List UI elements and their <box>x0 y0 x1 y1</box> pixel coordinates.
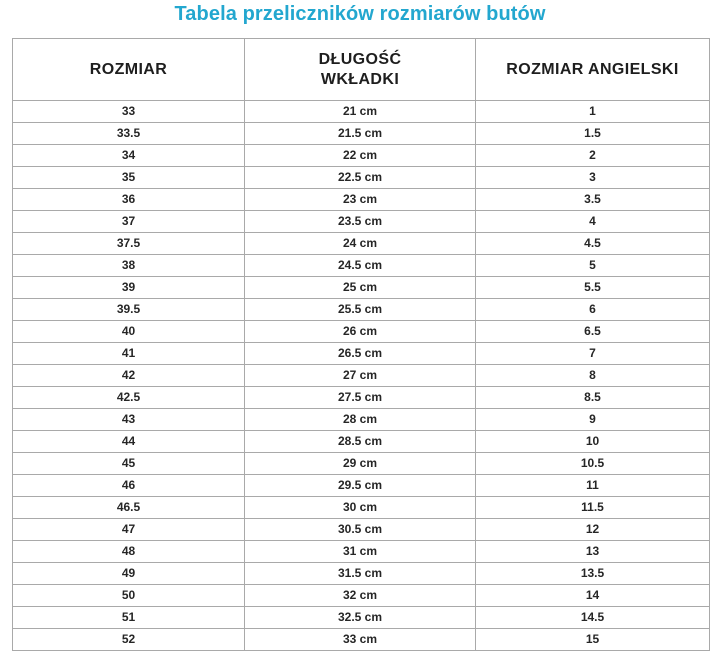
table-row <box>13 387 710 409</box>
table-row <box>13 145 710 167</box>
cell-insole-length: 25.5 cm <box>245 299 476 321</box>
cell-uk-size: 8.5 <box>476 387 710 409</box>
table-header-row <box>13 39 710 101</box>
cell-insole-length: 30.5 cm <box>245 519 476 541</box>
cell-eu-size: 46.5 <box>13 497 245 519</box>
cell-uk-size: 4 <box>476 211 710 233</box>
table-row <box>13 629 710 651</box>
header-insole-length <box>245 39 476 101</box>
header-insole-line2: WKŁADKI <box>320 70 400 88</box>
table-row <box>13 365 710 387</box>
cell-insole-length: 27.5 cm <box>245 387 476 409</box>
cell-insole-length: 22.5 cm <box>245 167 476 189</box>
cell-uk-size: 5 <box>476 255 710 277</box>
cell-eu-size: 33 <box>13 101 245 123</box>
table-row <box>13 211 710 233</box>
table-row <box>13 255 710 277</box>
cell-insole-length: 29.5 cm <box>245 475 476 497</box>
table-row <box>13 585 710 607</box>
table-row <box>13 123 710 145</box>
cell-eu-size: 47 <box>13 519 245 541</box>
table-row <box>13 431 710 453</box>
cell-insole-length: 26 cm <box>245 321 476 343</box>
cell-eu-size: 35 <box>13 167 245 189</box>
cell-eu-size: 50 <box>13 585 245 607</box>
table-row <box>13 607 710 629</box>
cell-insole-length: 24.5 cm <box>245 255 476 277</box>
cell-eu-size: 44 <box>13 431 245 453</box>
table-row <box>13 519 710 541</box>
cell-eu-size: 52 <box>13 629 245 651</box>
cell-uk-size: 8 <box>476 365 710 387</box>
cell-uk-size: 2 <box>476 145 710 167</box>
cell-eu-size: 43 <box>13 409 245 431</box>
cell-eu-size: 51 <box>13 607 245 629</box>
cell-insole-length: 24 cm <box>245 233 476 255</box>
size-conversion-table <box>12 38 710 651</box>
cell-uk-size: 5.5 <box>476 277 710 299</box>
cell-eu-size: 37 <box>13 211 245 233</box>
header-uk-size-label: ROZMIAR ANGIELSKI <box>506 60 679 78</box>
cell-eu-size: 49 <box>13 563 245 585</box>
cell-insole-length: 29 cm <box>245 453 476 475</box>
table-row <box>13 299 710 321</box>
cell-insole-length: 22 cm <box>245 145 476 167</box>
cell-uk-size: 1 <box>476 101 710 123</box>
cell-insole-length: 25 cm <box>245 277 476 299</box>
table-row <box>13 475 710 497</box>
cell-insole-length: 31.5 cm <box>245 563 476 585</box>
table-row <box>13 497 710 519</box>
cell-eu-size: 33.5 <box>13 123 245 145</box>
table-row <box>13 233 710 255</box>
cell-insole-length: 32 cm <box>245 585 476 607</box>
header-size <box>13 39 245 101</box>
cell-uk-size: 14.5 <box>476 607 710 629</box>
header-size-label: ROZMIAR <box>89 60 168 78</box>
cell-insole-length: 31 cm <box>245 541 476 563</box>
cell-eu-size: 37.5 <box>13 233 245 255</box>
table-row <box>13 409 710 431</box>
cell-eu-size: 42 <box>13 365 245 387</box>
cell-eu-size: 38 <box>13 255 245 277</box>
cell-uk-size: 13.5 <box>476 563 710 585</box>
cell-insole-length: 28 cm <box>245 409 476 431</box>
cell-uk-size: 14 <box>476 585 710 607</box>
cell-uk-size: 15 <box>476 629 710 651</box>
table-row <box>13 541 710 563</box>
cell-insole-length: 33 cm <box>245 629 476 651</box>
header-insole-line1: DŁUGOŚĆ <box>318 50 402 68</box>
table-row <box>13 189 710 211</box>
cell-insole-length: 23 cm <box>245 189 476 211</box>
cell-eu-size: 41 <box>13 343 245 365</box>
cell-uk-size: 6.5 <box>476 321 710 343</box>
cell-insole-length: 21 cm <box>245 101 476 123</box>
table-row <box>13 343 710 365</box>
cell-uk-size: 11.5 <box>476 497 710 519</box>
cell-eu-size: 39.5 <box>13 299 245 321</box>
cell-uk-size: 10 <box>476 431 710 453</box>
cell-uk-size: 13 <box>476 541 710 563</box>
cell-eu-size: 40 <box>13 321 245 343</box>
cell-eu-size: 48 <box>13 541 245 563</box>
cell-insole-length: 30 cm <box>245 497 476 519</box>
header-uk-size <box>476 39 710 101</box>
cell-uk-size: 10.5 <box>476 453 710 475</box>
cell-eu-size: 39 <box>13 277 245 299</box>
table-row <box>13 563 710 585</box>
cell-insole-length: 27 cm <box>245 365 476 387</box>
cell-uk-size: 1.5 <box>476 123 710 145</box>
table-row <box>13 453 710 475</box>
cell-insole-length: 28.5 cm <box>245 431 476 453</box>
cell-eu-size: 34 <box>13 145 245 167</box>
cell-uk-size: 9 <box>476 409 710 431</box>
table-row <box>13 101 710 123</box>
table-row <box>13 321 710 343</box>
cell-uk-size: 12 <box>476 519 710 541</box>
cell-uk-size: 7 <box>476 343 710 365</box>
table-body <box>13 101 710 651</box>
cell-uk-size: 11 <box>476 475 710 497</box>
cell-uk-size: 3.5 <box>476 189 710 211</box>
cell-insole-length: 26.5 cm <box>245 343 476 365</box>
cell-uk-size: 4.5 <box>476 233 710 255</box>
cell-insole-length: 32.5 cm <box>245 607 476 629</box>
cell-uk-size: 3 <box>476 167 710 189</box>
cell-insole-length: 21.5 cm <box>245 123 476 145</box>
cell-uk-size: 6 <box>476 299 710 321</box>
page-title: Tabela przeliczników rozmiarów butów <box>174 3 546 25</box>
cell-eu-size: 36 <box>13 189 245 211</box>
table-row <box>13 277 710 299</box>
cell-eu-size: 46 <box>13 475 245 497</box>
cell-eu-size: 45 <box>13 453 245 475</box>
table-row <box>13 167 710 189</box>
cell-eu-size: 42.5 <box>13 387 245 409</box>
cell-insole-length: 23.5 cm <box>245 211 476 233</box>
